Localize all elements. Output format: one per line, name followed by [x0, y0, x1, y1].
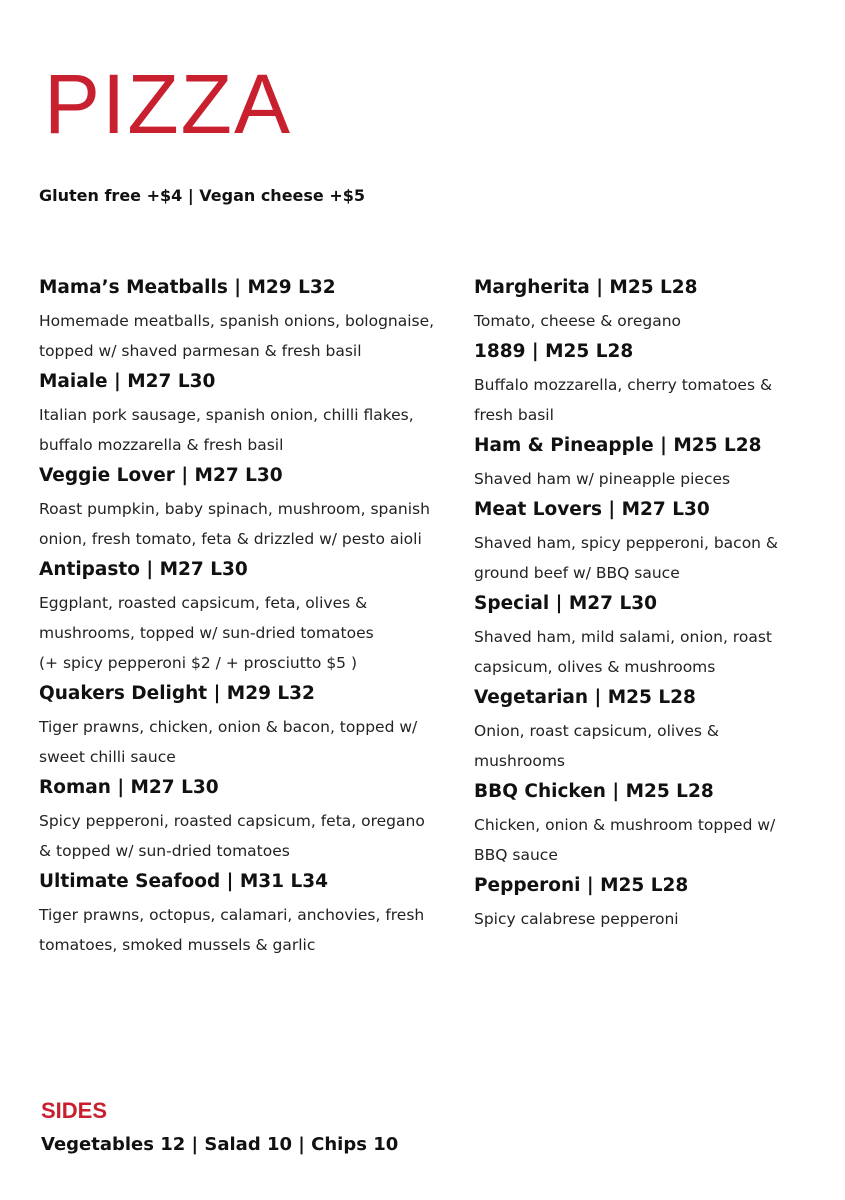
- page-title: PIZZA: [44, 57, 293, 151]
- menu-item-description: [474, 810, 814, 870]
- description-line: Italian pork sausage, spanish onion, chilli flakes,: [39, 406, 414, 424]
- description-line: ground beef w/ BBQ sauce: [474, 564, 680, 582]
- description-line: mushrooms, topped w/ sun-dried tomatoes: [39, 624, 374, 642]
- menu-item: [474, 778, 814, 870]
- menu-item-description: [474, 370, 814, 430]
- description-line: fresh basil: [474, 406, 554, 424]
- description-line: BBQ sauce: [474, 846, 558, 864]
- menu-item: [39, 462, 459, 554]
- menu-item-description: [39, 400, 459, 460]
- menu-column-left: [39, 274, 459, 962]
- description-line: Tomato, cheese & oregano: [474, 312, 681, 330]
- description-line: Shaved ham, mild salami, onion, roast: [474, 628, 772, 646]
- sides-title: SIDES: [41, 1098, 108, 1123]
- menu-item: [474, 338, 814, 430]
- description-line: Spicy pepperoni, roasted capsicum, feta, oregano: [39, 812, 425, 830]
- menu-item: [39, 868, 459, 960]
- description-line: mushrooms: [474, 752, 565, 770]
- menu-item-description: [39, 806, 459, 866]
- description-line: buffalo mozzarella & fresh basil: [39, 436, 284, 454]
- menu-item-description: [474, 528, 814, 588]
- menu-item: [39, 368, 459, 460]
- menu-item: [39, 556, 459, 678]
- menu-item-description: [39, 306, 459, 366]
- menu-item-name: Ham & Pineapple | M25 L28: [474, 435, 762, 456]
- description-line: capsicum, olives & mushrooms: [474, 658, 716, 676]
- menu-item-description: [474, 904, 814, 934]
- description-line: & topped w/ sun-dried tomatoes: [39, 842, 290, 860]
- description-line: Buffalo mozzarella, cherry tomatoes &: [474, 376, 773, 394]
- description-line: sweet chilli sauce: [39, 748, 176, 766]
- description-line: Eggplant, roasted capsicum, feta, olives &: [39, 594, 368, 612]
- menu-item-name: Margherita | M25 L28: [474, 277, 698, 298]
- description-line: (+ spicy pepperoni $2 / + prosciutto $5 ): [39, 654, 358, 672]
- menu-item-name: Quakers Delight | M29 L32: [39, 683, 315, 704]
- description-line: Onion, roast capsicum, olives &: [474, 722, 720, 740]
- menu-item-description: [474, 464, 814, 494]
- menu-item: [474, 590, 814, 682]
- menu-item: [39, 680, 459, 772]
- description-line: Shaved ham, spicy pepperoni, bacon &: [474, 534, 779, 552]
- menu-item-name: Mama’s Meatballs | M29 L32: [39, 277, 336, 298]
- description-line: Tiger prawns, chicken, onion & bacon, topped w/: [39, 718, 418, 736]
- menu-item: [474, 872, 814, 934]
- menu-item: [474, 496, 814, 588]
- menu-item-description: [474, 306, 814, 336]
- menu-item-description: [474, 716, 814, 776]
- menu-item: [39, 274, 459, 366]
- menu-item-name: Special | M27 L30: [474, 593, 658, 614]
- description-line: Spicy calabrese pepperoni: [474, 910, 679, 928]
- description-line: Roast pumpkin, baby spinach, mushroom, spanish: [39, 500, 430, 518]
- description-line: topped w/ shaved parmesan & fresh basil: [39, 342, 362, 360]
- menu-item: [39, 774, 459, 866]
- menu-item-description: [39, 494, 459, 554]
- menu-item-name: Roman | M27 L30: [39, 777, 219, 798]
- description-line: Shaved ham w/ pineapple pieces: [474, 470, 731, 488]
- description-line: Homemade meatballs, spanish onions, bolognaise,: [39, 312, 435, 330]
- menu-item-name: Antipasto | M27 L30: [39, 559, 248, 580]
- description-line: Chicken, onion & mushroom topped w/: [474, 816, 776, 834]
- menu-item: [474, 274, 814, 336]
- description-line: onion, fresh tomato, feta & drizzled w/ pesto aioli: [39, 530, 422, 548]
- menu-item-name: 1889 | M25 L28: [474, 341, 634, 362]
- description-line: Tiger prawns, octopus, calamari, anchovies, fresh: [39, 906, 425, 924]
- menu-item-name: Meat Lovers | M27 L30: [474, 499, 710, 520]
- menu-item: [474, 432, 814, 494]
- menu-item-description: [39, 588, 459, 678]
- menu-column-right: [474, 274, 814, 936]
- menu-item-name: Ultimate Seafood | M31 L34: [39, 871, 328, 892]
- menu-item: [474, 684, 814, 776]
- menu-item-description: [39, 712, 459, 772]
- menu-item-name: Veggie Lover | M27 L30: [39, 465, 283, 486]
- menu-item-description: [474, 622, 814, 682]
- menu-item-description: [39, 900, 459, 960]
- menu-item-name: Pepperoni | M25 L28: [474, 875, 689, 896]
- menu-item-name: BBQ Chicken | M25 L28: [474, 781, 714, 802]
- menu-item-name: Maiale | M27 L30: [39, 371, 216, 392]
- menu-item-name: Vegetarian | M25 L28: [474, 687, 696, 708]
- description-line: tomatoes, smoked mussels & garlic: [39, 936, 316, 954]
- sides-list: Vegetables 12 | Salad 10 | Chips 10: [41, 1134, 399, 1155]
- menu-options-note: Gluten free +$4 | Vegan cheese +$5: [39, 186, 366, 205]
